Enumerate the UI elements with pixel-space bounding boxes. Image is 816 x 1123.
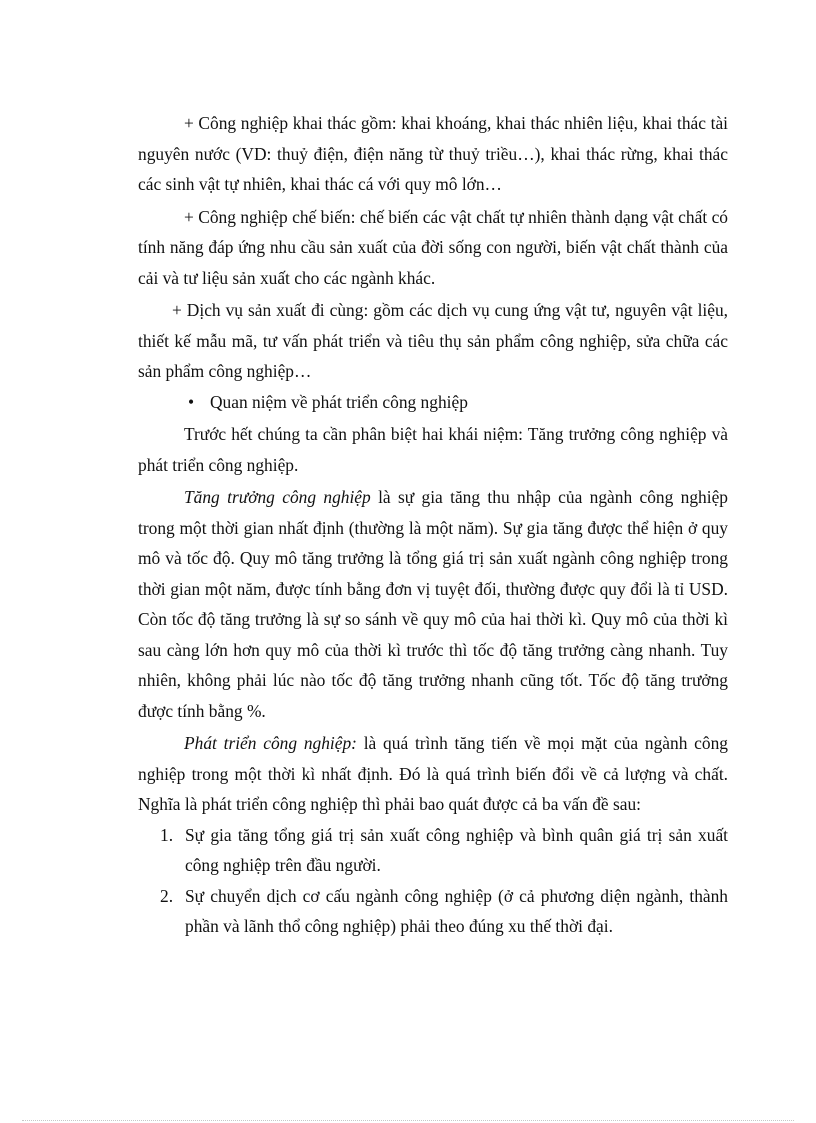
list-item-number: 1. (160, 824, 174, 845)
bullet-heading (138, 387, 728, 418)
paragraph-che-bien: + Công nghiệp chế biến: chế biến các vật chất tự nhiên thành dạng vật chất có tính năng đáp ứng nhu cầu sản xuất của đời sống con người, biến vật chất thành của cải và tư liệu sản xuất cho các ngành khác. (138, 206, 728, 288)
paragraph-phat-trien-body: là quá trình tăng tiến về mọi mặt của ngành công nghiệp trong một thời kì nhất định. Đó là quá trình biến đổi về cả lượng và chất. Nghĩa là phát triển công nghiệp thì phải bao quát được cả ba vấn đề sau: (138, 733, 728, 814)
paragraph-tang-truong-body: là sự gia tăng thu nhập của ngành công nghiệp trong một thời gian nhất định (thường là một năm). Sự gia tăng được thể hiện ở quy mô và tốc độ. Quy mô tăng trưởng là tổng giá trị sản xuất ngành công nghiệp trong thời gian một năm, được tính bằng đơn vị tuyệt đối, thường được quy đổi là tỉ USD. Còn tốc độ tăng trưởng là sự so sánh về quy mô của hai thời kì. Quy mô của thời kì sau càng lớn hơn quy mô của thời kì trước thì tốc độ tăng trưởng càng nhanh. Tuy nhiên, không phải lúc nào tốc độ tăng trưởng nhanh cũng tốt. Tốc độ tăng trưởng được tính bằng %. (138, 487, 728, 721)
paragraph-khai-thac: + Công nghiệp khai thác gồm: khai khoáng, khai thác nhiên liệu, khai thác tài nguyên nước (VD: thuỷ điện, điện năng từ thuỷ triều…), khai thác rừng, khai thác các sinh vật tự nhiên, khai thác cá với quy mô lớn… (138, 113, 728, 194)
bullet-dot-icon: • (188, 391, 195, 412)
term-phat-trien: Phát triển công nghiệp: (184, 733, 357, 753)
list-item (138, 881, 728, 942)
page-bottom-divider (22, 1120, 794, 1121)
list-item-text: Sự gia tăng tổng giá trị sản xuất công nghiệp và bình quân giá trị sản xuất công nghiệp trên đầu người. (185, 824, 728, 875)
paragraph-tang-truong (138, 482, 728, 726)
numbered-list (138, 820, 728, 942)
paragraph-phat-trien (138, 728, 728, 820)
term-tang-truong: Tăng trưởng công nghiệp (184, 487, 371, 507)
list-item-text: Sự chuyển dịch cơ cấu ngành công nghiệp (ở cả phương diện ngành, thành phần và lãnh thổ công nghiệp) phải theo đúng xu thế thời đại. (185, 885, 728, 936)
list-item (138, 820, 728, 881)
paragraph-truoc-het: Trước hết chúng ta cần phân biệt hai khái niệm: Tăng trưởng công nghiệp và phát triển công nghiệp. (138, 424, 728, 475)
paragraph-dich-vu: + Dịch vụ sản xuất đi cùng: gồm các dịch vụ cung ứng vật tư, nguyên vật liệu, thiết kế mẫu mã, tư vấn phát triển và tiêu thụ sản phẩm công nghiệp, sửa chữa các sản phẩm công nghiệp… (138, 300, 728, 381)
bullet-heading-text: Quan niệm về phát triển công nghiệp (210, 391, 468, 412)
list-item-number: 2. (160, 885, 174, 906)
document-page (138, 108, 728, 942)
